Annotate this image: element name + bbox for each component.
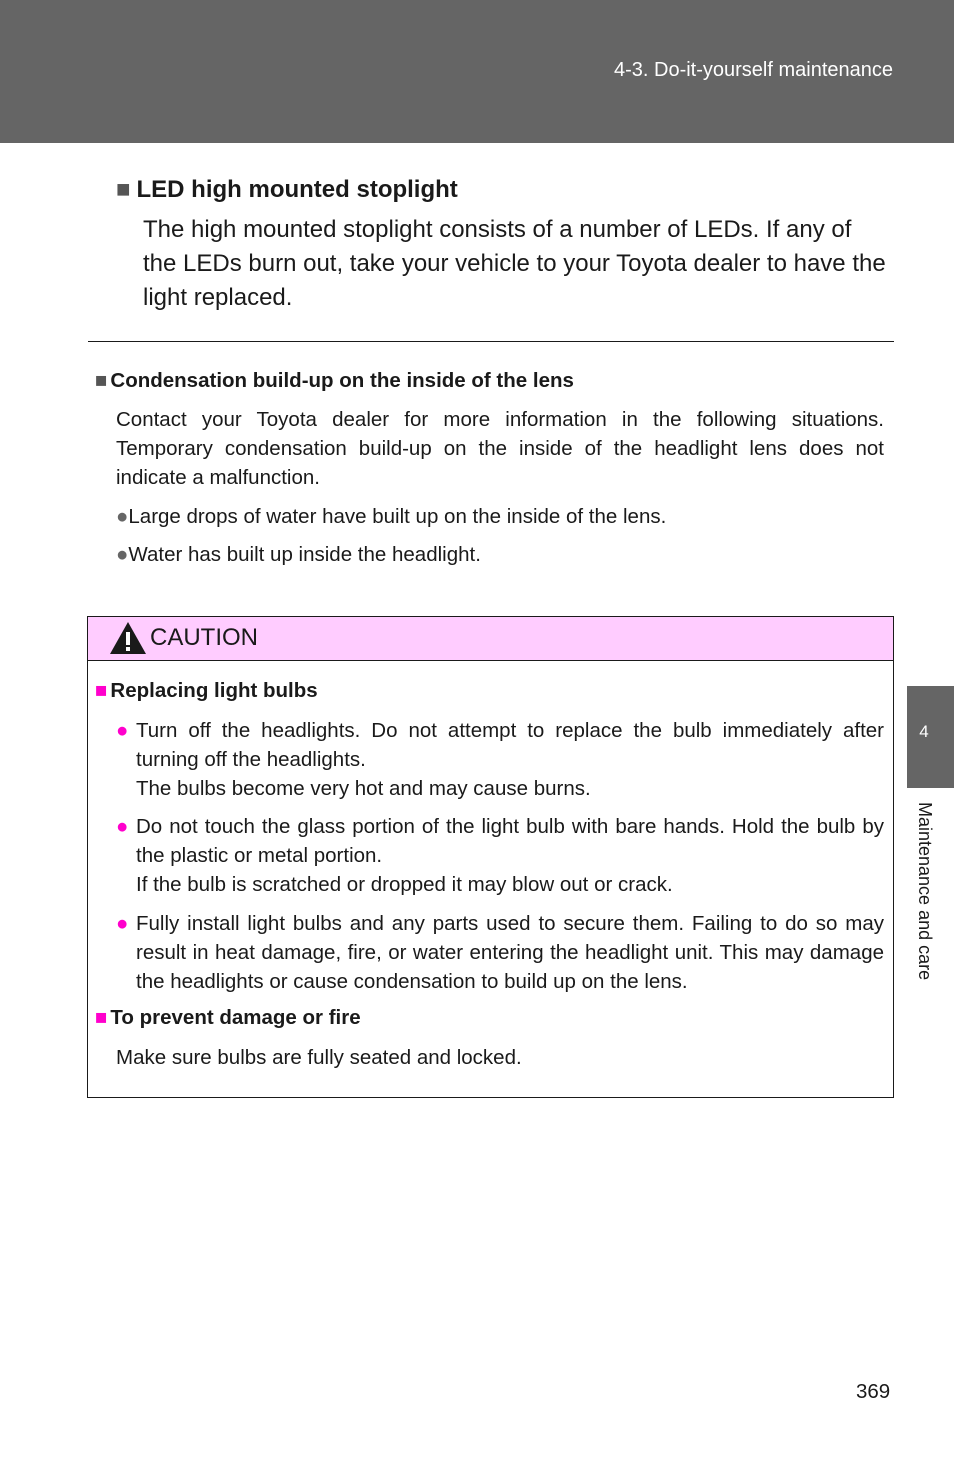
square-marker-icon: ■ xyxy=(95,1006,108,1029)
caution-section-body: Make sure bulbs are fully seated and locked. xyxy=(116,1046,522,1069)
condensation-section-body: Contact your Toyota dealer for more information in the following situations. Temporary condensation build-up on the inside of the headlight lens does not indicate a malfunction. xyxy=(116,408,884,489)
caution-section-title: Replacing light bulbs xyxy=(110,679,318,702)
list-item-text: Large drops of water have built up on the inside of the lens. xyxy=(128,505,667,528)
bullet-icon: ● xyxy=(116,543,129,566)
bullet-icon: ● xyxy=(116,505,129,528)
section-title: 4-3. Do-it-yourself maintenance xyxy=(613,59,893,81)
list-item-text: Fully install light bulbs and any parts used to secure them. Failing to do so may result in heat damage, fire, or water entering the headlight unit. This may damage the headlights or cause condensation to build up on the lens. xyxy=(136,912,884,993)
condensation-section-title: Condensation build-up on the inside of the lens xyxy=(110,369,574,392)
list-item xyxy=(116,812,884,899)
list-item-note: If the bulb is scratched or dropped it may blow out or crack. xyxy=(136,873,673,896)
list-item-text: Turn off the headlights. Do not attempt to replace the bulb immediately after turning off the headlights. xyxy=(136,719,884,771)
list-item xyxy=(116,502,666,531)
warning-triangle-icon xyxy=(109,620,147,656)
list-item xyxy=(116,716,884,803)
caution-label: CAUTION xyxy=(150,624,258,651)
caution-header xyxy=(88,617,893,661)
list-item-note: The bulbs become very hot and may cause burns. xyxy=(136,777,591,800)
bullet-icon: ● xyxy=(116,912,129,935)
caution-section-heading xyxy=(95,679,318,703)
list-item-text: Do not touch the glass portion of the light bulb with bare hands. Hold the bulb by the plastic or metal portion. xyxy=(136,815,884,867)
caution-section-heading xyxy=(95,1006,361,1030)
list-item xyxy=(116,540,481,569)
page-number: 369 xyxy=(856,1380,891,1403)
square-marker-icon: ■ xyxy=(116,176,131,203)
list-item xyxy=(116,909,884,996)
chapter-number: 4 xyxy=(919,722,929,741)
square-marker-icon: ■ xyxy=(95,369,108,392)
condensation-section-heading xyxy=(95,369,574,393)
led-section-title: LED high mounted stoplight xyxy=(136,176,458,203)
square-marker-icon: ■ xyxy=(95,679,108,702)
chapter-tab xyxy=(907,686,954,788)
section-divider xyxy=(88,341,894,342)
chapter-label: Maintenance and care xyxy=(915,802,935,981)
list-item-text: Water has built up inside the headlight. xyxy=(128,543,481,566)
page-header xyxy=(0,0,954,143)
bullet-icon: ● xyxy=(116,815,129,838)
led-section-heading xyxy=(116,176,458,204)
caution-section-title: To prevent damage or fire xyxy=(110,1006,361,1029)
bullet-icon: ● xyxy=(116,719,129,742)
led-section-body: The high mounted stoplight consists of a number of LEDs. If any of the LEDs burn out, take your vehicle to your Toyota dealer to have the light replaced. xyxy=(143,216,886,311)
